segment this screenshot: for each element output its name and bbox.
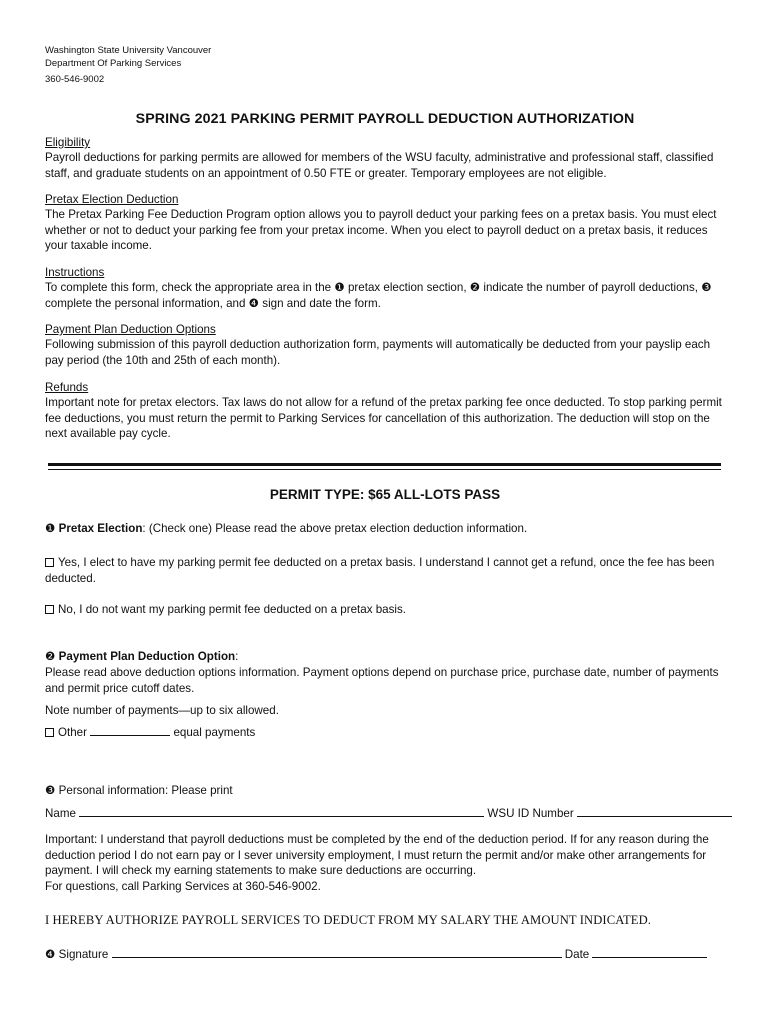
payments-count-field[interactable] [90, 724, 170, 736]
step3-label: Personal information: Please print [58, 784, 233, 797]
pretax-yes-label: Yes, I elect to have my parking permit fee deducted on a pretax basis. I understand I cannot get a refund, once the fee has been deducted. [45, 556, 715, 585]
step3-heading [45, 783, 233, 799]
signature-field[interactable] [112, 946, 562, 958]
important-text: Important: I understand that payroll deductions must be completed by the end of the deduction period. If for any reason during the deduction period I do not earn pay or I sever university employment, I must return the permit and/or make other arrangements for payment. I will check my earning statements to make sure deductions are occurring. [45, 833, 709, 878]
wsu-id-field[interactable] [577, 805, 732, 817]
other-payments-checkbox[interactable] [45, 728, 54, 737]
pretax-heading: Pretax Election Deduction [45, 193, 179, 206]
name-id-row [45, 805, 732, 822]
step1-label: Pretax Election [58, 522, 143, 535]
other-suffix: equal payments [173, 726, 256, 739]
step2-marker: ❷ [45, 650, 56, 663]
eligibility-heading: Eligibility [45, 136, 91, 149]
pretax-no-option[interactable] [45, 602, 406, 618]
questions-text: For questions, call Parking Services at 360-546-9002. [45, 880, 321, 893]
payment-plan-text: Following submission of this payroll deduction authorization form, payments will automatically be deducted from your payslip each pay period (the 10th and 25th of each month). [45, 338, 711, 367]
divider-thin [48, 469, 721, 470]
divider-thick [48, 463, 721, 466]
pretax-no-label: No, I do not want my parking permit fee deducted on a pretax basis. [58, 603, 407, 616]
pretax-yes-checkbox[interactable] [45, 558, 54, 567]
other-label: Other [58, 726, 87, 739]
name-label: Name [45, 807, 76, 820]
step2-colon: : [235, 650, 239, 663]
step2-heading [45, 649, 238, 665]
date-label: Date [564, 948, 590, 961]
refunds-heading: Refunds [45, 381, 89, 394]
payments-note: Note number of payments—up to six allowed. [45, 704, 279, 717]
wsu-id-label: WSU ID Number [487, 807, 574, 820]
permit-type-heading: PERMIT TYPE: $65 ALL-LOTS PASS [269, 487, 501, 502]
date-field[interactable] [592, 946, 707, 958]
header-department: Department Of Parking Services [45, 58, 182, 69]
instructions-heading: Instructions [45, 266, 105, 279]
step2-text: Please read above deduction options information. Payment options depend on purchase price, purchase date, number of payments and permit price cutoff dates. [45, 666, 719, 695]
name-field[interactable] [79, 805, 484, 817]
signature-row [45, 946, 707, 963]
header-phone: 360-546-9002 [45, 74, 105, 85]
other-payments-option[interactable] [45, 724, 255, 741]
step3-marker: ❸ [45, 784, 56, 797]
signature-label: Signature [58, 948, 109, 961]
step1-instructions: : (Check one) Please read the above pretax election deduction information. [142, 522, 528, 535]
step1-heading [45, 521, 527, 537]
pretax-no-checkbox[interactable] [45, 605, 54, 614]
step2-label: Payment Plan Deduction Option [58, 650, 236, 663]
header-institution: Washington State University Vancouver [45, 45, 212, 56]
refunds-text: Important note for pretax electors. Tax laws do not allow for a refund of the pretax parking fee once deducted. To stop parking permit fee deductions, you must return the permit to Parking Services for cancellation of this authorization. The deduction will stop on the next available pay cycle. [45, 396, 722, 441]
form-title: SPRING 2021 PARKING PERMIT PAYROLL DEDUCTION AUTHORIZATION [135, 111, 635, 127]
instructions-text: To complete this form, check the appropriate area in the ❶ pretax election section, ❷ indicate the number of payroll deductions, ❸ complete the personal information, and ❹ sign and date the form. [45, 281, 712, 310]
pretax-yes-option[interactable] [45, 555, 730, 586]
eligibility-text: Payroll deductions for parking permits are allowed for members of the WSU faculty, administrative and professional staff, classified staff, and graduate students on an appointment of 0.50 FTE or greater. Temporary employees are not eligible. [45, 151, 714, 180]
step1-marker: ❶ [45, 522, 56, 535]
authorization-statement: I HEREBY AUTHORIZE PAYROLL SERVICES TO DEDUCT FROM MY SALARY THE AMOUNT INDICATED. [45, 913, 652, 927]
step4-marker: ❹ [45, 948, 56, 961]
pretax-text: The Pretax Parking Fee Deduction Program option allows you to payroll deduct your parking fees on a pretax basis. You must elect whether or not to deduct your parking fee from your pretax income. When you elect to payroll deduct on a pretax basis, it reduces your taxable income. [45, 208, 717, 253]
payment-plan-heading: Payment Plan Deduction Options [45, 323, 216, 336]
